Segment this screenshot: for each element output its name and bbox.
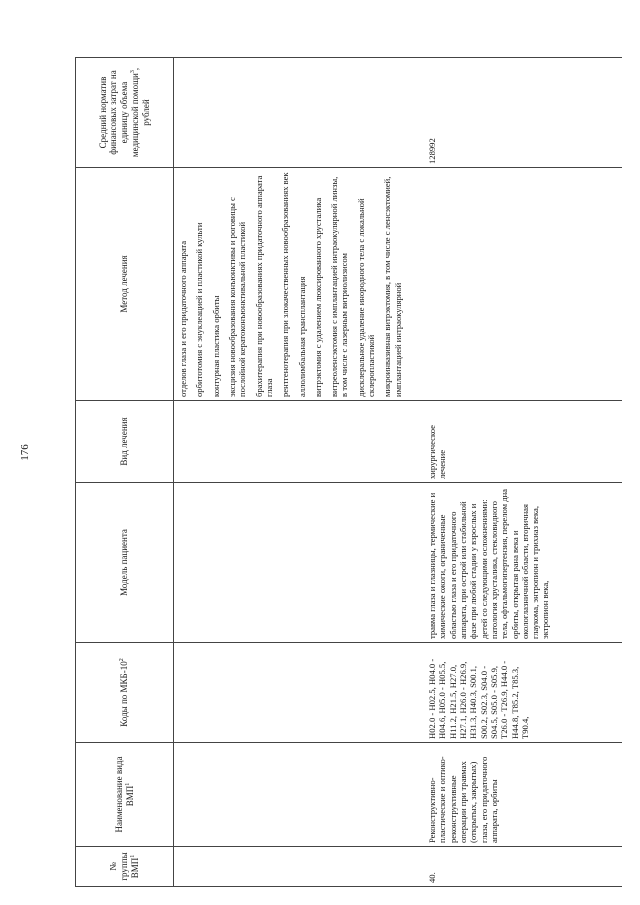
method-item: рентгенотерапия при злокачественных новообразованиях век: [280, 172, 291, 397]
cell-treatment-type: хирургическое лечение: [174, 401, 623, 483]
header-treatment-type: Вид лечения: [76, 401, 174, 483]
method-item: витреоленсэктомия с имплантацией интраокулярной линзы, в том числе с лазерным витриолизисом: [329, 176, 350, 397]
method-item: дисклеральное удаление инородного тела с локальной склеропластикой: [355, 198, 377, 397]
header-vmp-name: Наименование вида ВМП$^1$: [76, 743, 174, 847]
method-item: микроинвазивная витрэктомия, в том числе с ленсэктомией, имплантацией интраокулярной: [382, 176, 403, 397]
header-treatment-method: Метод лечения: [76, 168, 174, 401]
method-item: орбитотомия с энуклеацией и пластикой культи: [194, 222, 205, 397]
cell-treatment-method: [174, 168, 623, 401]
method-item: брахитерапия при новообразованиях придаточного аппарата глаза: [253, 175, 274, 397]
header-cost-norm: Средний норматив финансовых затрат на единицу объема медицинской помощи$^3$, рублей: [76, 58, 174, 168]
method-item: отделов глаза и его придаточного аппарата: [178, 240, 188, 397]
table-row: [174, 58, 623, 887]
page-number: 176: [19, 444, 31, 461]
cell-vmp-name: Реконструктивно-пластические и оптико-реконструктивные операции при травмах (открытых, закрытых) глаза, его придаточного аппарата, орбиты: [174, 743, 623, 847]
header-group-no: № группы ВМП$^1$: [76, 847, 174, 887]
method-item: витрэктомия с удалением люксированного хрусталика: [312, 197, 323, 397]
method-item: контурная пластика орбиты: [210, 295, 221, 397]
method-item: эксцизия новообразования конъюнктивы и роговицы с послойной кератоконъюнктивальной пластикой: [226, 197, 248, 397]
cell-cost-norm: 128992: [174, 58, 623, 168]
table-header-row: [76, 58, 174, 887]
header-mkb-codes: Коды по МКБ-$10^2$: [76, 643, 174, 743]
vmp-table: [75, 57, 622, 887]
cell-patient-model: травма глаза и глазницы, термические и химические ожоги, ограниченные областью глаза и его придаточного аппарата, при острой или стабильной фазе при любой стадии у взрослых и детей со следующими осложнениями: патология хрусталика, стекловидного тела, офтальмогипертензия, перелом дна орбиты, открытая рана века и окологлазничной области, вторичная глаукома, энтропион и трихиаз века, эктропион века,: [174, 483, 623, 643]
cell-mkb-codes: H02.0 - H02.5, H04.0 - H04.6, H05.0 - H05.5, H11.2, H21.5, H27.0, H27.1, H26.0 - H26.9, H31.3, H40.3, S00.1, S00.2, S02.3, S04.0 - S04.5, S05.0 - S05.9, T26.0 - T26.9, H44.0 - H44.8, T85.2, T85.3, T90.4,: [174, 643, 623, 743]
cell-group-no: 40.: [174, 847, 623, 887]
method-item: аллолимбальная трансплантация: [296, 276, 307, 397]
header-patient-model: Модель пациента: [76, 483, 174, 643]
